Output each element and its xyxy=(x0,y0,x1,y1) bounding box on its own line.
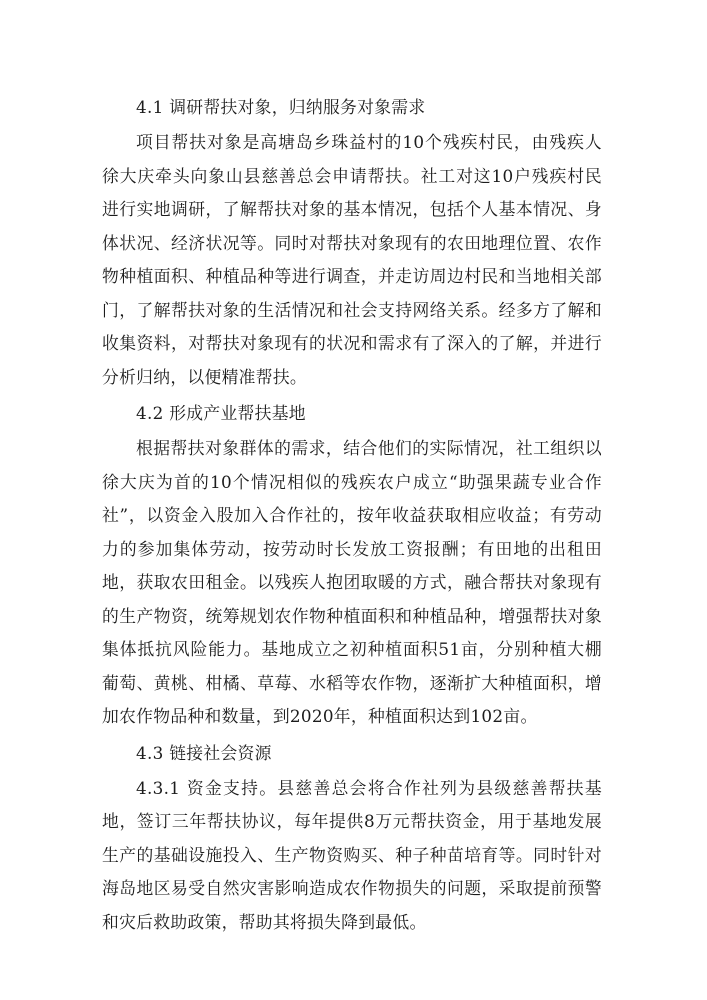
section-heading-4-2: 4.2 形成产业帮扶基地 xyxy=(136,403,306,423)
section-heading-4-3: 4.3 链接社会资源 xyxy=(136,742,272,763)
document-body xyxy=(102,92,602,943)
section-heading-4-1: 4.1 调研帮扶对象，归纳服务对象需求 xyxy=(136,97,426,117)
section-paragraph-4-3-1: 4.3.1 资金支持。县慈善总会将合作社列为县级慈善帮扶基地，签订三年帮扶协议，每年提供8万元帮扶资金，用于基地发展生产的基础设施投入、生产物资购买、种子种苗培育等。同时针对海岛地区易受自然灾害影响造成农作物损失的问题，采取提前预警和灾后救助政策，帮助其将损失降到最低。 xyxy=(102,777,602,932)
section-paragraph-4-2: 根据帮扶对象群体的需求，结合他们的实际情况，社工组织以徐大庆为首的10个情况相似的残疾农户成立“助强果蔬专业合作社”，以资金入股加入合作社的，按年收益获取相应收益；有劳动力的参加集体劳动，按劳动时长发放工资报酬；有田地的出租田地，获取农田租金。以残疾人抱团取暖的方式，融合帮扶对象现有的生产物资，统筹规划农作物种植面积和种植品种，增强帮扶对象集体抵抗风险能力。基地成立之初种植面积51亩，分别种植大棚葡萄、黄桃、柑橘、草莓、水稻等农作物，逐渐扩大种植面积，增加农作物品种和数量，到2020年，种植面积达到102亩。 xyxy=(102,438,602,726)
section-paragraph-4-1: 项目帮扶对象是高塘岛乡珠益村的10个残疾村民，由残疾人徐大庆牵头向象山县慈善总会申请帮扶。社工对这10户残疾村民进行实地调研，了解帮扶对象的基本情况，包括个人基本情况、身体状况、经济状况等。同时对帮扶对象现有的农田地理位置、农作物种植面积、种植品种等进行调查，并走访周边村民和当地相关部门，了解帮扶对象的生活情况和社会支持网络关系。经多方了解和收集资料，对帮扶对象现有的状况和需求有了深入的了解，并进行分析归纳，以便精准帮扶。 xyxy=(102,132,602,387)
